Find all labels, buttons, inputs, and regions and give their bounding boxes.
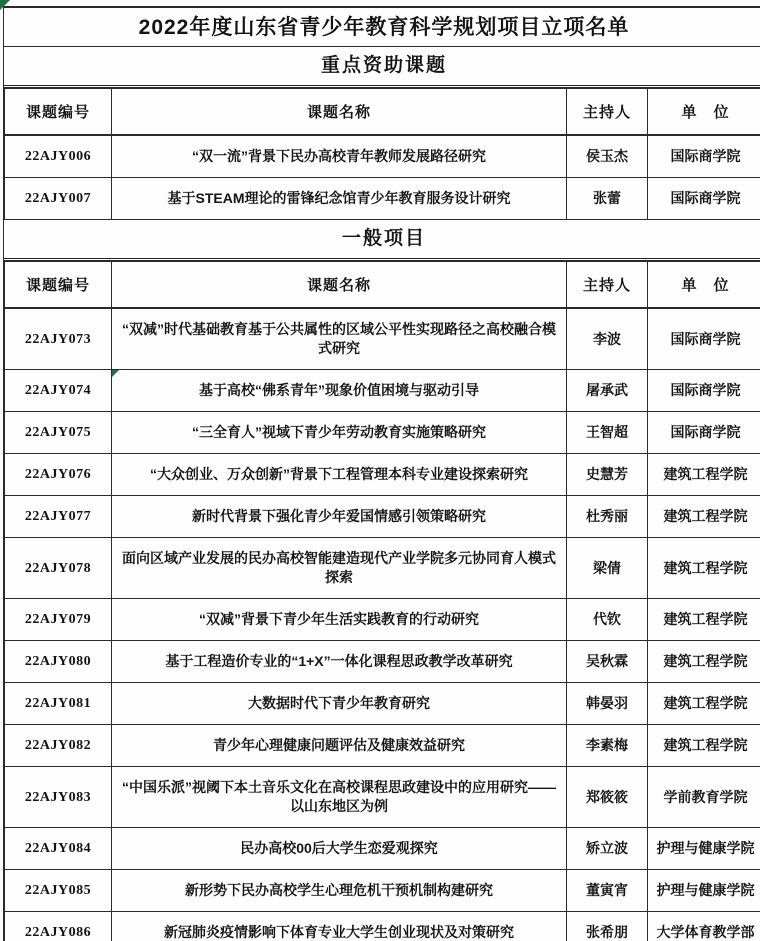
- project-name-cell[interactable]: [112, 412, 567, 454]
- project-name-text: 面向区域产业发展的民办高校智能建造现代产业学院多元协同育人模式探索: [122, 550, 556, 585]
- project-name-cell[interactable]: [112, 912, 567, 941]
- page-title: 2022年度山东省青少年教育科学规划项目立项名单: [4, 6, 760, 47]
- project-leader-cell[interactable]: 董寅宵: [567, 870, 648, 912]
- project-unit-cell[interactable]: 建筑工程学院: [648, 538, 760, 599]
- table-row[interactable]: [5, 912, 760, 941]
- project-leader-cell[interactable]: 侯玉杰: [567, 135, 648, 178]
- section-heading: 一般项目: [4, 220, 760, 259]
- project-name-cell[interactable]: [112, 683, 567, 725]
- project-leader-cell[interactable]: 张希朋: [567, 912, 648, 941]
- project-name-text: “三全育人”视域下青少年劳动教育实施策略研究: [192, 424, 486, 440]
- column-header-unit: 单 位: [648, 261, 760, 308]
- project-name-text: “大众创业、万众创新”背景下工程管理本科专业建设探索研究: [150, 466, 528, 482]
- project-name-text: 基于高校“佛系青年”现象价值困境与驱动引导: [199, 382, 479, 398]
- project-id-cell[interactable]: 22AJY078: [5, 538, 112, 599]
- project-name-cell[interactable]: [112, 725, 567, 767]
- green-corner-triangle-icon: [0, 0, 10, 10]
- project-name-text: “双减”背景下青少年生活实践教育的行动研究: [199, 611, 479, 627]
- table-body: [5, 308, 760, 941]
- project-id-cell[interactable]: 22AJY084: [5, 828, 112, 870]
- project-name-text: “双减”时代基础教育基于公共属性的区域公平性实现路径之高校融合模式研究: [122, 321, 556, 356]
- project-name-text: 新时代背景下强化青少年爱国情感引领策略研究: [192, 508, 486, 524]
- sections-container: [4, 47, 760, 941]
- table-row[interactable]: [5, 496, 760, 538]
- project-name-text: 新形势下民办高校学生心理危机干预机制构建研究: [185, 882, 493, 898]
- project-name-text: 青少年心理健康问题评估及健康效益研究: [213, 737, 465, 753]
- table-row[interactable]: [5, 308, 760, 370]
- projects-table: [4, 87, 760, 220]
- project-id-cell[interactable]: 22AJY080: [5, 641, 112, 683]
- project-name-cell[interactable]: [112, 641, 567, 683]
- project-unit-cell[interactable]: 建筑工程学院: [648, 496, 760, 538]
- project-id-cell[interactable]: 22AJY007: [5, 178, 112, 220]
- project-unit-cell[interactable]: 国际商学院: [648, 178, 760, 220]
- project-section: [4, 220, 760, 941]
- project-name-cell[interactable]: [112, 870, 567, 912]
- projects-table: [4, 260, 760, 941]
- table-row[interactable]: [5, 641, 760, 683]
- project-name-cell[interactable]: [112, 828, 567, 870]
- project-name-text: 基于STEAM理论的雷锋纪念馆青少年教育服务设计研究: [167, 190, 511, 206]
- table-row[interactable]: [5, 828, 760, 870]
- project-unit-cell[interactable]: 国际商学院: [648, 412, 760, 454]
- table-row[interactable]: [5, 870, 760, 912]
- spreadsheet-area: [3, 6, 760, 941]
- column-header-id: 课题编号: [5, 261, 112, 308]
- project-name-text: 民办高校00后大学生恋爱观探究: [240, 840, 438, 856]
- section-heading: 重点资助课题: [4, 47, 760, 86]
- table-body: [5, 135, 760, 220]
- project-id-cell[interactable]: 22AJY074: [5, 370, 112, 412]
- project-leader-cell[interactable]: 史慧芳: [567, 454, 648, 496]
- project-name-text: “双一流”背景下民办高校青年教师发展路径研究: [192, 148, 486, 164]
- project-leader-cell[interactable]: 李波: [567, 308, 648, 370]
- project-unit-cell[interactable]: 建筑工程学院: [648, 599, 760, 641]
- table-row[interactable]: [5, 178, 760, 220]
- project-section: [4, 47, 760, 220]
- project-leader-cell[interactable]: 郑筱筱: [567, 767, 648, 828]
- table-header-row: [5, 88, 760, 135]
- project-unit-cell[interactable]: 大学体育教学部: [648, 912, 760, 941]
- project-id-cell[interactable]: 22AJY079: [5, 599, 112, 641]
- column-header-leader: 主持人: [567, 261, 648, 308]
- project-leader-cell[interactable]: 屠承武: [567, 370, 648, 412]
- project-name-cell[interactable]: [112, 538, 567, 599]
- table-row[interactable]: [5, 538, 760, 599]
- project-name-text: 基于工程造价专业的“1+X”一体化课程思政教学改革研究: [165, 653, 513, 669]
- project-name-cell[interactable]: [112, 767, 567, 828]
- project-leader-cell[interactable]: 矫立波: [567, 828, 648, 870]
- project-name-cell[interactable]: [112, 178, 567, 220]
- project-unit-cell[interactable]: 建筑工程学院: [648, 725, 760, 767]
- project-id-cell[interactable]: 22AJY075: [5, 412, 112, 454]
- project-unit-cell[interactable]: 建筑工程学院: [648, 641, 760, 683]
- project-name-text: 新冠肺炎疫情影响下体育专业大学生创业现状及对策研究: [164, 924, 514, 940]
- project-unit-cell[interactable]: 学前教育学院: [648, 767, 760, 828]
- table-row[interactable]: [5, 135, 760, 178]
- table-header-row: [5, 261, 760, 308]
- project-name-cell[interactable]: [112, 135, 567, 178]
- project-unit-cell[interactable]: 护理与健康学院: [648, 870, 760, 912]
- project-name-text: “中国乐派”视阈下本土音乐文化在高校课程思政建设中的应用研究——以山东地区为例: [122, 779, 556, 814]
- project-id-cell[interactable]: 22AJY076: [5, 454, 112, 496]
- project-name-text: 大数据时代下青少年教育研究: [248, 695, 430, 711]
- project-id-cell[interactable]: 22AJY077: [5, 496, 112, 538]
- project-name-cell[interactable]: [112, 599, 567, 641]
- project-leader-cell[interactable]: 韩晏羽: [567, 683, 648, 725]
- project-unit-cell[interactable]: 国际商学院: [648, 135, 760, 178]
- column-header-id: 课题编号: [5, 88, 112, 135]
- project-name-cell[interactable]: [112, 308, 567, 370]
- project-leader-cell[interactable]: 代钦: [567, 599, 648, 641]
- column-header-unit: 单 位: [648, 88, 760, 135]
- project-leader-cell[interactable]: 梁倩: [567, 538, 648, 599]
- table-row[interactable]: [5, 454, 760, 496]
- project-id-cell[interactable]: 22AJY073: [5, 308, 112, 370]
- column-header-name: 课题名称: [112, 88, 567, 135]
- project-unit-cell[interactable]: 国际商学院: [648, 308, 760, 370]
- table-row[interactable]: [5, 683, 760, 725]
- column-header-leader: 主持人: [567, 88, 648, 135]
- project-id-cell[interactable]: 22AJY006: [5, 135, 112, 178]
- table-row[interactable]: [5, 370, 760, 412]
- project-name-cell[interactable]: [112, 496, 567, 538]
- project-id-cell[interactable]: 22AJY086: [5, 912, 112, 941]
- table-row[interactable]: [5, 767, 760, 828]
- project-leader-cell[interactable]: 张蕾: [567, 178, 648, 220]
- table-row[interactable]: [5, 725, 760, 767]
- project-unit-cell[interactable]: 建筑工程学院: [648, 454, 760, 496]
- project-id-cell[interactable]: 22AJY085: [5, 870, 112, 912]
- table-row[interactable]: [5, 412, 760, 454]
- project-name-cell[interactable]: [112, 454, 567, 496]
- project-leader-cell[interactable]: 吴秋霖: [567, 641, 648, 683]
- project-unit-cell[interactable]: 建筑工程学院: [648, 683, 760, 725]
- green-cell-triangle-icon: [112, 370, 119, 377]
- project-id-cell[interactable]: 22AJY083: [5, 767, 112, 828]
- column-header-name: 课题名称: [112, 261, 567, 308]
- project-leader-cell[interactable]: 王智超: [567, 412, 648, 454]
- project-id-cell[interactable]: 22AJY081: [5, 683, 112, 725]
- project-unit-cell[interactable]: 国际商学院: [648, 370, 760, 412]
- project-leader-cell[interactable]: 李素梅: [567, 725, 648, 767]
- project-unit-cell[interactable]: 护理与健康学院: [648, 828, 760, 870]
- project-name-cell[interactable]: [112, 370, 567, 412]
- table-row[interactable]: [5, 599, 760, 641]
- project-id-cell[interactable]: 22AJY082: [5, 725, 112, 767]
- project-leader-cell[interactable]: 杜秀丽: [567, 496, 648, 538]
